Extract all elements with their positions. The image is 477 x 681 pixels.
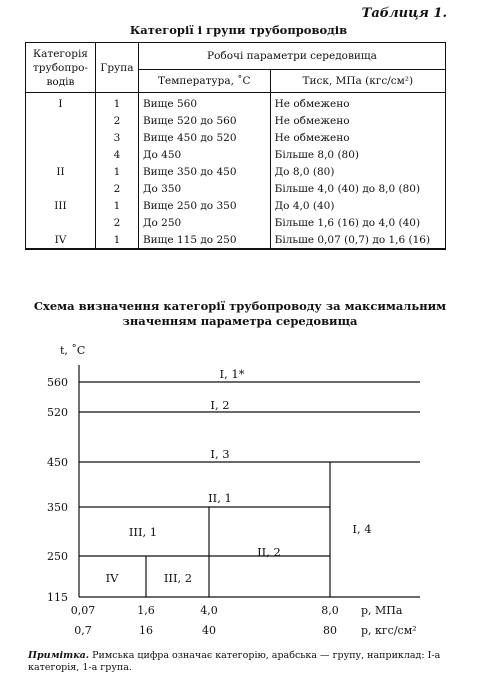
header-pressure: Тиск, МПа (кгс/см²) xyxy=(270,70,445,93)
pressure-cell: До 4,0 (40) xyxy=(270,197,445,214)
x-tick-label-mpa: 1,6 xyxy=(137,604,155,617)
footnote xyxy=(28,650,458,674)
region-label: I, 1* xyxy=(219,367,245,381)
header-working-params: Робочі параметри середовища xyxy=(138,43,445,70)
group-cell: 2 xyxy=(95,112,138,129)
footnote-text: Римська цифра означає категорію, арабська — групу, наприклад: I-а категорія, 1-а група. xyxy=(28,650,441,673)
pressure-cell: Більше 0,07 (0,7) до 1,6 (16) xyxy=(270,231,445,249)
x-tick-label-kgs: 80 xyxy=(323,624,337,637)
group-cell: 4 xyxy=(95,146,138,163)
header-category: Категорія трубопро-водів xyxy=(26,43,96,93)
y-tick-label: 560 xyxy=(47,376,68,389)
footnote-label: Примітка. xyxy=(28,650,90,661)
region-label: I, 2 xyxy=(210,398,230,412)
category-cell: II xyxy=(26,163,96,180)
x-tick-label-kgs: 40 xyxy=(202,624,216,637)
y-tick-label: 450 xyxy=(47,456,68,469)
temperature-cell: Вище 520 до 560 xyxy=(138,112,270,129)
y-axis-label: t, ˚С xyxy=(60,344,86,357)
temperature-cell: Вище 350 до 450 xyxy=(138,163,270,180)
temperature-cell: Вище 560 xyxy=(138,93,270,113)
y-tick-label: 350 xyxy=(47,501,68,514)
temperature-cell: Вище 450 до 520 xyxy=(138,129,270,146)
group-cell: 3 xyxy=(95,129,138,146)
temperature-cell: До 250 xyxy=(138,214,270,231)
scheme-title: Схема визначення категорії трубопроводу за максимальним значенням параметра середовища xyxy=(33,299,447,328)
region-label: II, 1 xyxy=(208,491,232,505)
header-temperature: Температура, ˚С xyxy=(138,70,270,93)
pressure-cell: Більше 1,6 (16) до 4,0 (40) xyxy=(270,214,445,231)
y-tick-label: 250 xyxy=(47,550,68,563)
table-title: Категорії і групи трубопроводів xyxy=(129,23,348,37)
region-label: II, 2 xyxy=(257,545,281,559)
region-label: III, 2 xyxy=(163,571,193,585)
pressure-cell: Не обмежено xyxy=(270,93,445,113)
temperature-cell: До 450 xyxy=(138,146,270,163)
group-cell: 1 xyxy=(95,93,138,113)
table-number-label: Таблиця 1. xyxy=(361,6,447,21)
x-unit-kgs: р, кгс/см² xyxy=(361,624,417,637)
temperature-cell: До 350 xyxy=(138,180,270,197)
group-cell: 1 xyxy=(95,163,138,180)
y-tick-label: 115 xyxy=(47,591,68,604)
y-tick-label: 520 xyxy=(47,406,68,419)
category-cell: I xyxy=(26,93,96,113)
pressure-cell: Не обмежено xyxy=(270,112,445,129)
group-cell: 1 xyxy=(95,197,138,214)
pressure-cell: Не обмежено xyxy=(270,129,445,146)
region-label: IV xyxy=(105,571,119,585)
pressure-cell: Більше 8,0 (80) xyxy=(270,146,445,163)
header-group: Група xyxy=(95,43,138,93)
temperature-cell: Вище 250 до 350 xyxy=(138,197,270,214)
region-label: III, 1 xyxy=(128,525,158,539)
x-tick-label-mpa: 4,0 xyxy=(200,604,218,617)
x-tick-label-kgs: 0,7 xyxy=(74,624,92,637)
x-tick-label-kgs: 16 xyxy=(139,624,153,637)
x-unit-mpa: р, МПа xyxy=(361,604,403,617)
pressure-cell: Більше 4,0 (40) до 8,0 (80) xyxy=(270,180,445,197)
group-cell: 2 xyxy=(95,214,138,231)
category-cell: IV xyxy=(26,231,96,249)
category-cell: III xyxy=(26,197,96,214)
x-tick-label-mpa: 8,0 xyxy=(321,604,339,617)
region-label: I, 4 xyxy=(352,522,372,536)
region-label: I, 3 xyxy=(210,447,230,461)
group-cell: 1 xyxy=(95,231,138,249)
pressure-cell: До 8,0 (80) xyxy=(270,163,445,180)
temperature-cell: Вище 115 до 250 xyxy=(138,231,270,249)
x-tick-label-mpa: 0,07 xyxy=(70,604,96,617)
group-cell: 2 xyxy=(95,180,138,197)
